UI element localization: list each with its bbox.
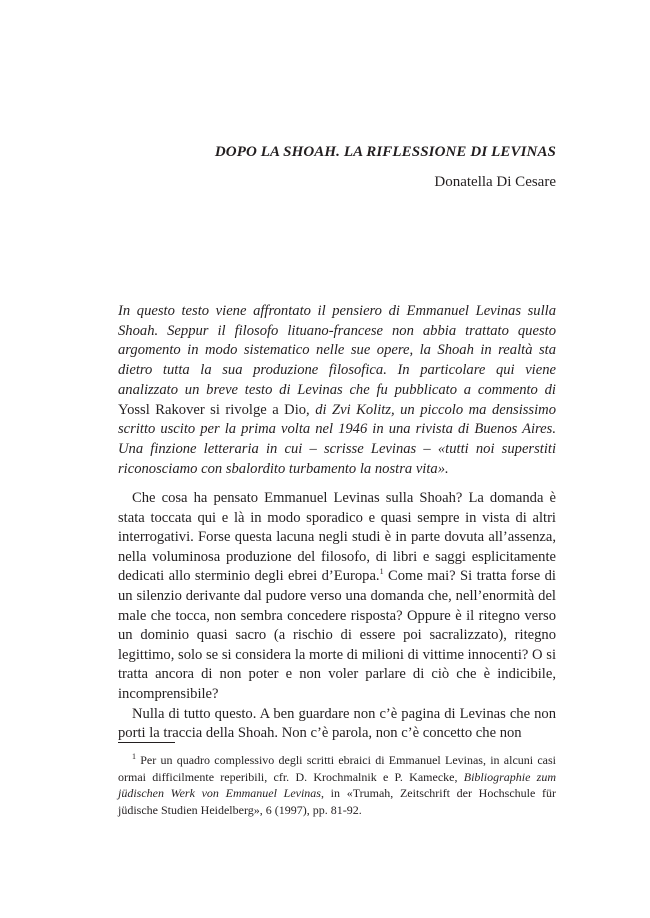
abstract (118, 302, 556, 479)
footnote-ref[interactable]: 1 (379, 567, 384, 577)
footnote-text-b: , in «Trumah, Zeitschrift der Hochschule für jüdische Studien Heidelberg», 6 (1997), pp. 81-92. (118, 786, 557, 817)
abstract-text-1: In questo testo viene affrontato il pensiero di Emmanuel Levinas sulla Shoah. Seppur il filosofo lituano-francese non abbia trattato questo argomento in modo sistematico nelle sue opere, la Shoah in realtà sta dietro tutta la sua produzione filosofica. In particolare qui viene analizzato un breve testo di Levinas che fu pubblicato a commento di (118, 303, 556, 398)
paragraph-1-text-b: Come mai? Si tratta forse di un silenzio derivante dal pudore verso una domanda che, nell’enormità del male che tocca, non sembra concedere risposta? Oppure è il ritegno verso un dominio quasi sacro (a rischio di essere poi sacralizzato), ritegno legittimo, solo se si considera la morte di milioni di vittime innocenti? O si tratta ancora di non poter e non voler parlare di ciò che è indicibile, incomprensibile? (118, 568, 556, 702)
article-title: DOPO LA SHOAH. LA RIFLESSIONE DI LEVINAS (214, 144, 556, 160)
abstract-title-ref: Yossl Rakover si rivolge a Dio, (118, 401, 310, 418)
body-text (118, 489, 556, 744)
paragraph-1 (118, 489, 556, 705)
paragraph-1-text-a: Che cosa ha pensato Emmanuel Levinas sulla Shoah? La domanda è stata toccata qui e là in modo sporadico e quasi sempre in vista di altri interrogativi. Forse questa lacuna negli studi è in parte dovuta all’assenza, nella voluminosa produzione del filosofo, di libri e saggi esplicitamente dedicati allo sterminio degli ebrei d’Europa. (118, 490, 556, 585)
footnote-number: 1 (132, 752, 136, 761)
footnote (118, 752, 556, 818)
footnote-divider (118, 742, 175, 743)
footnote-book-title: Bibliographie zum jüdischen Werk von Emmanuel Levinas (118, 769, 556, 800)
paragraph-2: Nulla di tutto questo. A ben guardare non c’è pagina di Levinas che non porti la traccia della Shoah. Non c’è parola, non c’è concetto che non (118, 705, 556, 742)
author-name: Donatella Di Cesare (434, 174, 556, 190)
footnote-text-a: Per un quadro complessivo degli scritti ebraici di Emmanuel Levinas, in alcuni casi ormai difficilmente reperibili, cfr. D. Krochmalnik e P. Kamecke, (118, 753, 556, 784)
abstract-text-2: di Zvi Kolitz, un piccolo ma densissimo scritto uscito per la prima volta nel 1946 in una rivista di Buenos Aires. Una finzione letteraria in cui – scrisse Levinas – «tutti noi superstiti riconosciamo con sbalordito turbamento la nostra vita». (118, 401, 557, 477)
